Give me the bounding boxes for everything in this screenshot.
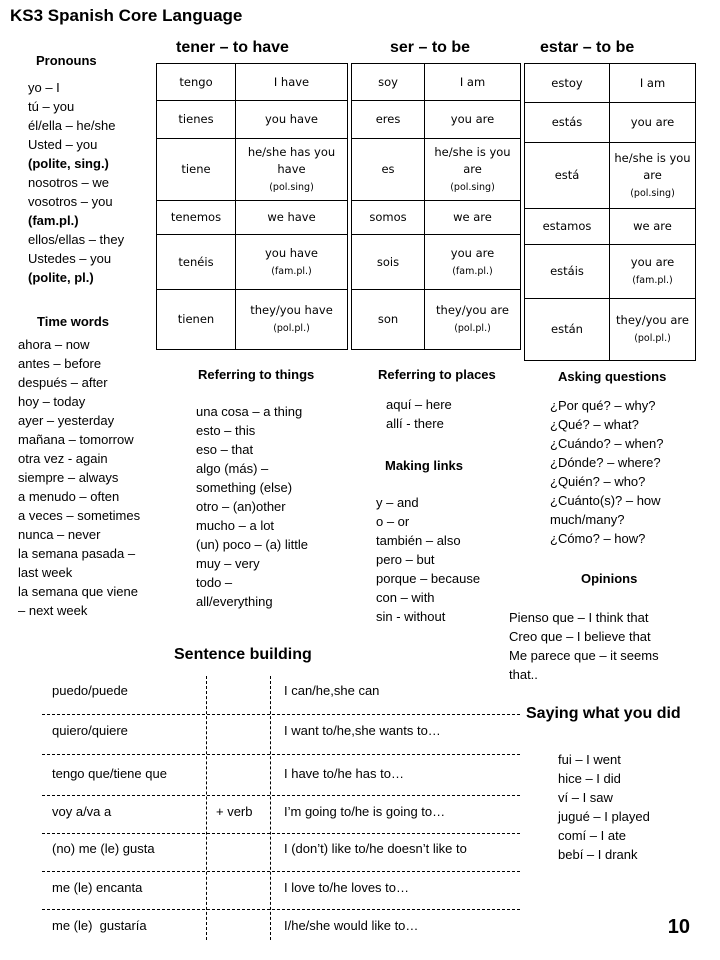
referring-things-item: esto – this [196, 423, 256, 438]
ser-en-cell: you are [425, 101, 521, 139]
pronoun-item: vosotros – you [28, 194, 113, 209]
sentence-building-heading: Sentence building [174, 646, 312, 663]
saying-what-you-did-heading: Saying what you did [526, 705, 681, 722]
estar-en-cell: we are [610, 209, 696, 245]
tener-note: (pol.sing) [269, 181, 314, 193]
tener-table [156, 63, 348, 350]
sentence-rule [42, 909, 520, 910]
sentence-es: quiero/quiere [52, 723, 128, 738]
pronouns-heading: Pronouns [36, 53, 97, 68]
tener-en-text: they/you have [250, 303, 333, 317]
ser-es-cell: son [352, 290, 425, 350]
sentence-en: I have to/he has to… [284, 766, 404, 781]
page-number: 10 [667, 916, 690, 938]
sentence-es: me (le) gustaría [52, 918, 147, 933]
referring-places-item: allí - there [386, 416, 444, 431]
question-item: ¿Qué? – what? [550, 417, 639, 432]
referring-things-item: algo (más) – [196, 461, 269, 476]
referring-things-item: una cosa – a thing [196, 404, 303, 419]
making-links-item: con – with [376, 590, 435, 605]
pronoun-note: (polite, sing.) [28, 156, 109, 171]
tener-en-cell: we have [236, 201, 348, 235]
tener-en-cell: you have [236, 101, 348, 139]
estar-es-cell: estás [525, 103, 610, 143]
pronoun-item: tú – you [28, 99, 75, 114]
question-item: ¿Cómo? – how? [550, 531, 646, 546]
opinion-item: Pienso que – I think that [509, 610, 649, 625]
pronoun-item: yo – I [28, 80, 60, 95]
question-item: ¿Quién? – who? [550, 474, 646, 489]
opinions-list [509, 608, 659, 684]
estar-note: (pol.pl.) [634, 333, 671, 344]
making-links-item: porque – because [376, 571, 481, 586]
ser-es-cell: es [352, 139, 425, 201]
referring-things-item: eso – that [196, 442, 254, 457]
making-links-item: sin - without [376, 609, 446, 624]
ser-note: (pol.pl.) [454, 323, 491, 334]
tener-en-text: he/she has you have [247, 144, 336, 176]
referring-things-item: all/everything [196, 594, 273, 609]
tener-es-cell: tiene [157, 139, 236, 201]
making-links-item: pero – but [376, 552, 435, 567]
page-title: KS3 Spanish Core Language [10, 6, 243, 25]
referring-things-list [196, 402, 308, 611]
sentence-en: I (don’t) like to/he doesn’t like to [284, 841, 467, 856]
ser-en-cell [425, 139, 521, 201]
ser-table [351, 63, 521, 350]
ser-es-cell: somos [352, 201, 425, 235]
sentence-rule [42, 871, 520, 872]
ser-en-cell: we are [425, 201, 521, 235]
tener-en-cell [236, 290, 348, 350]
time-word-item: antes – before [18, 356, 102, 371]
pronoun-item: él/ella – he/she [28, 118, 116, 133]
estar-es-cell: estamos [525, 209, 610, 245]
estar-heading: estar – to be [540, 39, 635, 56]
making-links-item: y – and [376, 495, 419, 510]
referring-things-item: (un) poco – (a) little [196, 537, 308, 552]
referring-things-heading: Referring to things [198, 367, 315, 382]
tener-es-cell: tenemos [157, 201, 236, 235]
time-word-item: hoy – today [18, 394, 86, 409]
sentence-divider [270, 676, 271, 940]
making-links-heading: Making links [385, 458, 464, 473]
time-word-item: – next week [18, 603, 88, 618]
time-word-item: nunca – never [18, 527, 101, 542]
verb-label: + verb [216, 804, 253, 819]
opinion-item: Creo que – I believe that [509, 629, 651, 644]
past-item: hice – I did [558, 771, 621, 786]
referring-places-heading: Referring to places [378, 367, 496, 382]
tener-en-text: you have [264, 245, 318, 260]
referring-places-list [386, 395, 452, 433]
estar-table [524, 63, 696, 361]
referring-things-item: todo – [196, 575, 233, 590]
referring-things-item: something (else) [196, 480, 293, 495]
sentence-es: voy a/va a [52, 804, 112, 819]
ser-heading: ser – to be [390, 39, 471, 56]
time-word-item: mañana – tomorrow [18, 432, 134, 447]
pronoun-item: ellos/ellas – they [28, 232, 125, 247]
estar-en-cell: I am [610, 64, 696, 103]
time-word-item: después – after [18, 375, 108, 390]
referring-things-item: otro – (an)other [196, 499, 286, 514]
sentence-rule [42, 754, 520, 755]
estar-note: (pol.sing) [630, 187, 675, 199]
estar-es-cell: estáis [525, 245, 610, 299]
tener-es-cell: tienen [157, 290, 236, 350]
referring-places-item: aquí – here [386, 397, 452, 412]
making-links-list [376, 493, 480, 626]
estar-en-cell: you are [610, 103, 696, 143]
tener-en-cell: I have [236, 64, 348, 101]
question-item: ¿Por qué? – why? [550, 398, 656, 413]
estar-es-cell: estoy [525, 64, 610, 103]
time-word-item: ayer – yesterday [18, 413, 115, 428]
question-item: ¿Cuándo? – when? [550, 436, 664, 451]
time-word-item: siempre – always [18, 470, 119, 485]
estar-en-text: he/she is you are [614, 150, 691, 182]
estar-es-cell: está [525, 143, 610, 209]
ser-es-cell: sois [352, 235, 425, 290]
sentence-rule [42, 833, 520, 834]
estar-en-cell [610, 245, 696, 299]
time-word-item: la semana pasada – [18, 546, 136, 561]
sentence-divider [206, 676, 207, 940]
ser-en-text: he/she is you are [434, 144, 511, 176]
time-words-heading: Time words [37, 314, 110, 329]
pronoun-item: Usted – you [28, 137, 98, 152]
past-item: ví – I saw [558, 790, 613, 805]
question-item: much/many? [550, 512, 625, 527]
estar-en-text: you are [630, 255, 675, 269]
sentence-es: (no) me (le) gusta [52, 841, 155, 856]
pronoun-note: (fam.pl.) [28, 213, 79, 228]
tener-es-cell: tenéis [157, 235, 236, 290]
opinion-item: that.. [509, 667, 538, 682]
ser-es-cell: eres [352, 101, 425, 139]
ser-note: (pol.sing) [450, 181, 495, 193]
past-item: comí – I ate [558, 828, 626, 843]
sentence-en: I’m going to/he is going to… [284, 804, 446, 819]
ser-en-text: you are [450, 245, 495, 260]
time-words-list [18, 335, 140, 620]
ser-en-cell [425, 290, 521, 350]
sentence-en: I/he/she would like to… [284, 918, 419, 933]
tener-note: (pol.pl.) [273, 323, 310, 334]
sentence-es: me (le) encanta [52, 880, 143, 895]
ser-en-text: they/you are [436, 303, 509, 317]
asking-questions-list [550, 396, 663, 548]
making-links-item: o – or [376, 514, 410, 529]
time-word-item: last week [18, 565, 73, 580]
time-word-item: ahora – now [18, 337, 90, 352]
sentence-es: puedo/puede [52, 683, 128, 698]
sentence-en: I love to/he loves to… [284, 880, 410, 895]
saying-what-you-did-list [558, 750, 650, 864]
time-word-item: la semana que viene [18, 584, 138, 599]
sentence-en: I can/he,she can [284, 683, 380, 698]
time-word-item: a menudo – often [18, 489, 120, 504]
pronoun-item: nosotros – we [28, 175, 109, 190]
ser-en-cell: I am [425, 64, 521, 101]
tener-es-cell: tienes [157, 101, 236, 139]
past-item: bebí – I drank [558, 847, 638, 862]
ser-en-cell [425, 235, 521, 290]
ser-note: (fam.pl.) [452, 265, 493, 277]
ser-es-cell: soy [352, 64, 425, 101]
sentence-es: tengo que/tiene que [52, 766, 167, 781]
making-links-item: también – also [376, 533, 461, 548]
past-item: jugué – I played [558, 809, 650, 824]
tener-en-cell [236, 235, 348, 290]
opinions-heading: Opinions [581, 571, 638, 586]
estar-en-cell [610, 143, 696, 209]
past-item: fui – I went [558, 752, 621, 767]
tener-en-cell [236, 139, 348, 201]
referring-things-item: mucho – a lot [196, 518, 275, 533]
referring-things-item: muy – very [196, 556, 260, 571]
pronoun-item: Ustedes – you [28, 251, 112, 266]
tener-heading: tener – to have [176, 39, 289, 56]
estar-es-cell: están [525, 299, 610, 361]
sentence-rule [42, 714, 520, 715]
estar-note: (fam.pl.) [632, 275, 673, 286]
opinion-item: Me parece que – it seems [509, 648, 659, 663]
sentence-rule [42, 795, 520, 796]
question-item: ¿Dónde? – where? [550, 455, 661, 470]
estar-en-text: they/you are [616, 313, 689, 327]
asking-questions-heading: Asking questions [558, 369, 667, 384]
sentence-en: I want to/he,she wants to… [284, 723, 441, 738]
question-item: ¿Cuánto(s)? – how [550, 493, 661, 508]
tener-es-cell: tengo [157, 64, 236, 101]
pronouns-list [28, 78, 124, 287]
time-word-item: a veces – sometimes [18, 508, 141, 523]
tener-note: (fam.pl.) [271, 265, 312, 277]
pronoun-note: (polite, pl.) [28, 270, 94, 285]
time-word-item: otra vez - again [18, 451, 108, 466]
estar-en-cell [610, 299, 696, 361]
